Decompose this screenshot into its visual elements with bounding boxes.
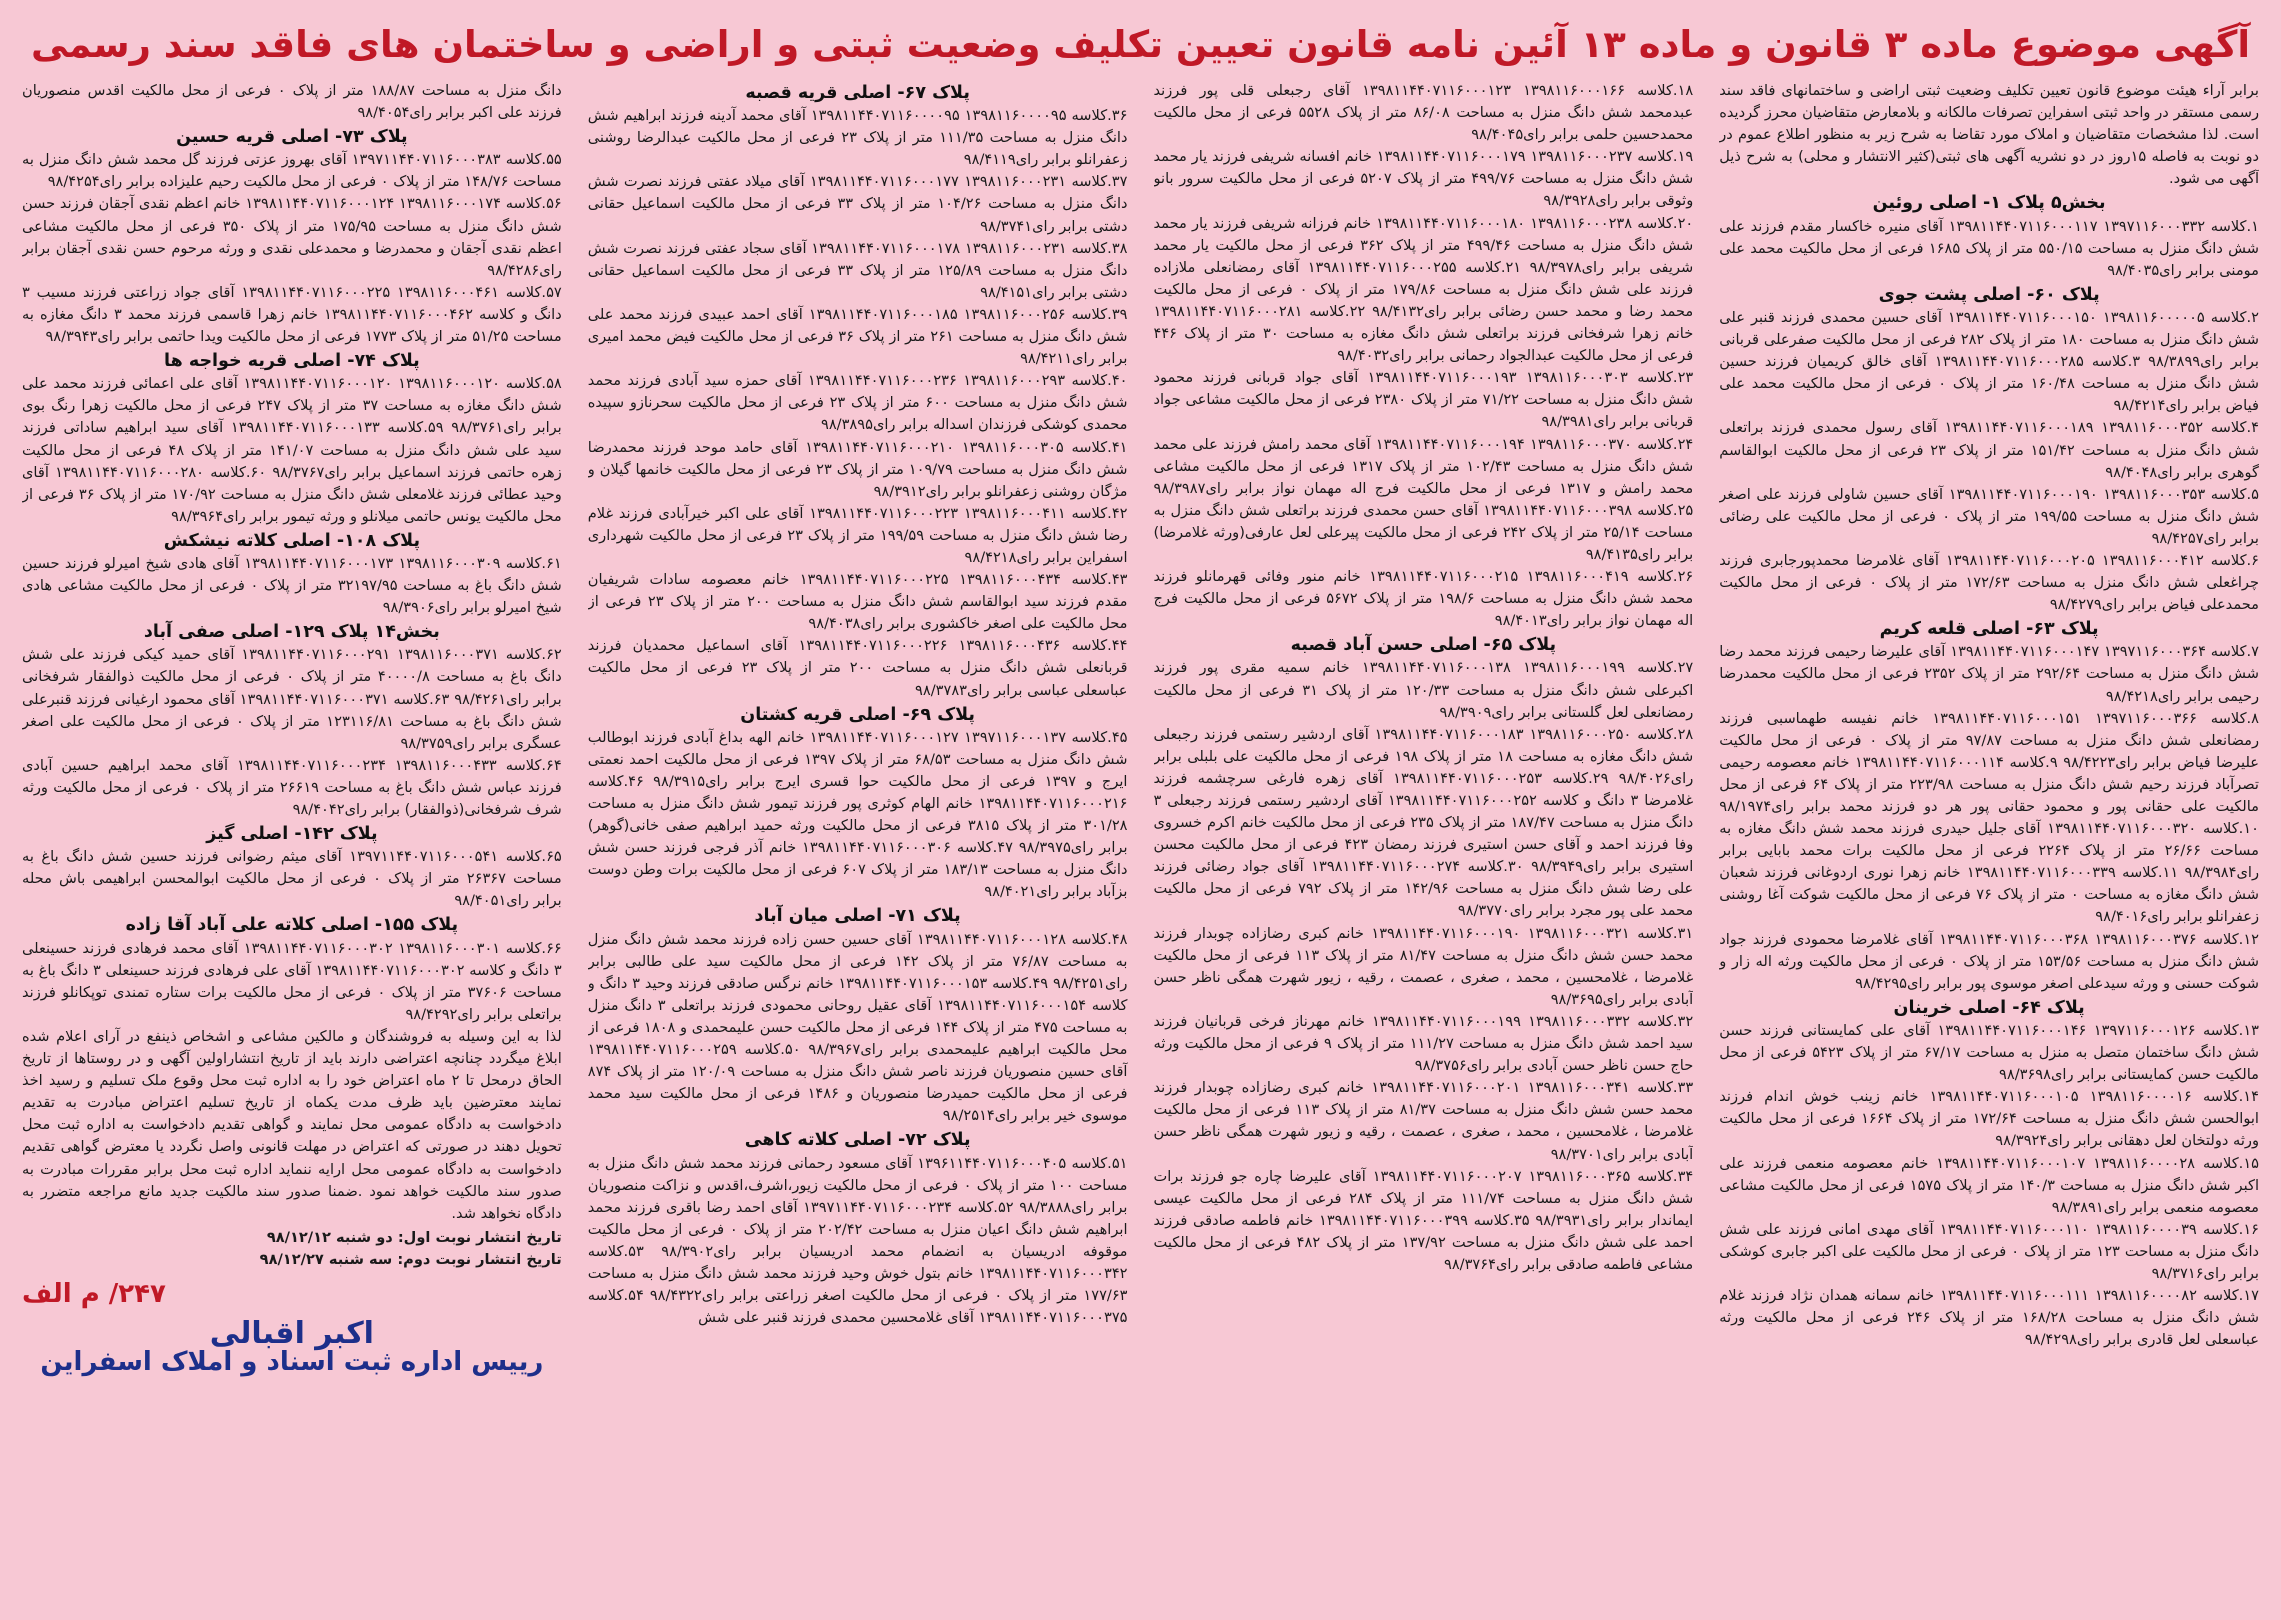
plot-section-heading: پلاک ۶۵- اصلی حسن آباد قصبه <box>1290 635 1557 656</box>
notice-entry: ۳۳.کلاسه ۱۳۹۸۱۱۶۰۰۰۳۴۱ ۱۳۹۸۱۱۴۴۰۷۱۱۶۰۰۰۲۰۱ خانم کبری رضازاده چوبدار فرزند محمد حسن شش دانگ منزل به مساحت ۸۱/۳۷ متر از پلاک ۱۱۳ فرعی از محل مالکیت غلامرضا ، غلامحسین ، محمد ، صغری ، عصمت ، رقیه و زیور شهرت همگی ناظر حسن آبادی برابر رای۹۸/۳۷۰۱ <box>1153 1079 1694 1163</box>
notice-entry: ۵.کلاسه ۱۳۹۸۱۱۶۰۰۰۳۵۳ ۱۳۹۸۱۱۴۴۰۷۱۱۶۰۰۰۱۹۰ آقای حسین شاولی فرزند علی اصغر شش دانگ منزل به مساحت ۱۹۹/۵۵ متر از پلاک ۰ فرعی از محل مالکیت علی رضائی برابر رای۹۸/۴۲۵۷ <box>1719 485 2259 547</box>
notice-entry: ۴۵.کلاسه ۱۳۹۷۱۱۶۰۰۰۱۳۷ ۱۳۹۸۱۱۴۴۰۷۱۱۶۰۰۰۱۲۷ خانم الهه بداغ آبادی فرزند ابوطالب شش دانگ منزل به مساحت ۶۸/۵۳ متر از پلاک ۱۳۹۷ فرعی از محل مالکیت احمد نعمتی ایرج و ۱۳۹۷ فرعی از محل مالکیت حوا قسری ایرج برابر رای۹۸/۳۹۱۵ ۴۶.کلاسه ۱۳۹۸۱۱۴۴۰۷۱۱۶۰۰۰۲۱۶ خانم الهام کوثری پور فرزند تیمور شش دانگ منزل به مساحت ۳۰۱/۲۸ متر از پلاک ۳۸۱۵ فرعی از محل مالکیت ورثه حمید ابراهیم صفی خانی(گوهر) برابر رای۹۸/۳۹۷۵ ۴۷.کلاسه ۱۳۹۸۱۱۴۴۰۷۱۱۶۰۰۰۳۰۶ خانم آذر فرجی فرزند حسن شش دانگ منزل به مساحت ۱۸۳/۱۳ متر از پلاک ۶۰۷ فرعی از محل مالکیت برات وطن دوست بزآباد برابر رای۹۸/۴۰۲۱ <box>587 728 1128 901</box>
notice-entry: ۱۶.کلاسه ۱۳۹۸۱۱۶۰۰۰۰۳۹ ۱۳۹۸۱۱۴۴۰۷۱۱۶۰۰۰۱۱۰ آقای مهدی امانی فرزند علی شش دانگ منزل به مساحت ۱۲۳ متر از پلاک ۰ فرعی از محل مالکیت علی اکبر جابری کوشکی برابر رای۹۸/۳۷۱۶ <box>1719 1220 2259 1282</box>
notice-entry: دانگ منزل به مساحت ۱۸۸/۸۷ متر از پلاک ۰ فرعی از محل مالکیت اقدس منصوریان فرزند علی اکبر برابر رای۹۸/۴۰۵۴ <box>22 82 562 122</box>
plot-section-heading: پلاک ۶۴- اصلی خرینان <box>1893 997 2085 1018</box>
notice-entry: ۴۲.کلاسه ۱۳۹۸۱۱۶۰۰۰۴۱۱ ۱۳۹۸۱۱۴۴۰۷۱۱۶۰۰۰۲۲۳ آقای علی اکبر خیرآبادی فرزند غلام رضا شش دانگ منزل به مساحت ۱۹۹/۵۹ متر از پلاک ۲۳ فرعی از محل مالکیت شهرداری اسفراین برابر رای۹۸/۴۲۱۸ <box>587 504 1128 566</box>
plot-section-heading: پلاک ۶۰- اصلی پشت جوی <box>1878 284 2100 305</box>
notice-entry: ۶۱.کلاسه ۱۳۹۸۱۱۶۰۰۰۳۰۹ ۱۳۹۸۱۱۴۴۰۷۱۱۶۰۰۰۱۷۳ آقای هادی شیخ امیرلو فرزند حسین شش دانگ باغ به مساحت ۳۲۱۹۷/۹۵ متر از پلاک ۰ فرعی از محل مالکیت مشاعی هادی شیخ امیرلو برابر رای۹۸/۳۹۰۶ <box>22 554 562 617</box>
plot-section-heading: پلاک ۱۵۵- اصلی کلاته علی آباد آقا زاده <box>125 915 459 936</box>
notice-entry: ۵۱.کلاسه ۱۳۹۶۱۱۴۴۰۷۱۱۶۰۰۰۴۰۵ آقای مسعود رحمانی فرزند محمد شش دانگ منزل به مساحت ۱۰۰ متر از پلاک ۰ فرعی از محل مالکیت زیور،اشرف،اقدس و نزاکت منصوریان برابر رای۹۸/۳۸۸۸ ۵۲.کلاسه ۱۳۹۷۱۱۴۴۰۷۱۱۶۰۰۰۲۳۴ آقای احمد رضا باقری فرزند محمد ابراهیم شش دانگ اعیان منزل به مساحت ۲۰۲/۴۲ متر از پلاک ۰ فرعی از محل مالکیت موقوفه ادریسیان به انضمام محمد ادریسیان برابر رای۹۸/۳۹۰۲ ۵۳.کلاسه ۱۳۹۸۱۱۴۴۰۷۱۱۶۰۰۰۳۴۲ خانم بتول خوش وحید فرزند محمد شش دانگ منزل به مساحت ۱۷۷/۶۳ متر از پلاک ۰ فرعی از محل مالکیت اصغر زراعتی برابر رای۹۸/۴۳۲۲ ۵۴.کلاسه ۱۳۹۸۱۱۴۴۰۷۱۱۶۰۰۰۳۷۵ آقای غلامحسین محمدی فرزند قنبر علی شش <box>587 1154 1128 1327</box>
plot-section-heading: پلاک ۶۷- اصلی قریه قصبه <box>745 83 970 103</box>
notice-entry: ۳۱.کلاسه ۱۳۹۸۱۱۶۰۰۰۳۲۱ ۱۳۹۸۱۱۴۴۰۷۱۱۶۰۰۰۱۹۰ خانم کبری رضازاده چوبدار فرزند محمد حسن شش دانگ منزل به مساحت ۸۱/۴۷ متر از پلاک ۱۱۳ فرعی از محل مالکیت غلامرضا ، غلامحسین ، محمد ، صغری ، عصمت ، رقیه ، زیور شهرت همگی ناظر حسن آبادی برابر رای۹۸/۳۶۹۵ <box>1153 924 1694 1008</box>
notice-entry: ۶۴.کلاسه ۱۳۹۸۱۱۶۰۰۰۴۳۳ ۱۳۹۸۱۱۴۴۰۷۱۱۶۰۰۰۲۳۴ آقای محمد ابراهیم حسین آبادی فرزند عباس شش دانگ باغ به مساحت ۲۶۶۱۹ متر از پلاک ۰ فرعی از محل مالکیت ورثه شرف شرفخانی(ذوالفقار) برابر رای۹۸/۴۰۴۲ <box>22 756 562 818</box>
plot-section-heading: پلاک ۱۰۸- اصلی کلاته نیشکش <box>163 530 421 551</box>
publication-dates <box>22 1227 562 1271</box>
notice-column-1 <box>1719 80 2259 1610</box>
notice-headline: آگهی موضوع ماده ۳ قانون و ماده ۱۳ آئین نامه قانون تعیین تکلیف وضعیت ثبتی و اراضی و ساختمان های فاقد سند رسمی <box>30 23 2251 66</box>
notice-entry: ۵۵.کلاسه ۱۳۹۷۱۱۴۴۰۷۱۱۶۰۰۰۳۸۳ آقای بهروز عزتی فرزند گل محمد شش دانگ منزل به مساحت ۱۴۸/۷۶ متر از پلاک ۰ فرعی از محل مالکیت رحیم علیزاده برابر رای۹۸/۴۲۵۴ <box>22 151 562 191</box>
notice-entry: ۳۲.کلاسه ۱۳۹۸۱۱۶۰۰۰۳۳۲ ۱۳۹۸۱۱۴۴۰۷۱۱۶۰۰۰۱۹۹ خانم مهرناز فرخی قربانیان فرزند سید احمد شش دانگ منزل به مساحت ۱۱۱/۲۷ متر از پلاک ۹ فرعی از محل مالکیت ورثه حاج حسن ناظر حسن آبادی برابر رای۹۸/۳۷۵۶ <box>1153 1012 1694 1075</box>
notice-entry: ۴۸.کلاسه ۱۳۹۸۱۱۴۴۰۷۱۱۶۰۰۰۱۲۸ آقای حسین حسن زاده فرزند محمد شش دانگ منزل به مساحت ۷۶/۸۷ متر از پلاک ۱۴۲ فرعی از محل مالکیت سید علی طالبی برابر رای۹۸/۴۲۵۱ ۴۹.کلاسه ۱۳۹۸۱۱۴۴۰۷۱۱۶۰۰۰۱۵۳ خانم نرگس صادقی فرزند وحید ۳ دانگ و کلاسه ۱۳۹۸۱۱۴۴۰۷۱۱۶۰۰۰۱۵۴ آقای عقیل روحانی محمودی فرزند براتعلی ۳ دانگ منزل به مساحت ۴۷۵ متر از پلاک ۱۴۴ فرعی از محل مالکیت حسن علیمحمدی و ۱۸۰۸ فرعی از محل مالکیت ابراهیم علیمحمدی برابر رای۹۸/۳۹۶۷ ۵۰.کلاسه ۱۳۹۸۱۱۴۴۰۷۱۱۶۰۰۰۲۵۹ آقای حسین منصوریان فرزند ناصر شش دانگ منزل به مساحت ۱۲۰/۰۹ متر از پلاک ۸۷۴ فرعی از محل مالکیت حمیدرضا منصوریان و ۱۴۸۶ فرعی از محل مالکیت سید محمد موسوی خیر برابر رای۹۸/۲۵۱۴ <box>587 930 1128 1125</box>
notice-entry: ۵۷.کلاسه ۱۳۹۸۱۱۶۰۰۰۴۶۱ ۱۳۹۸۱۱۴۴۰۷۱۱۶۰۰۰۲۲۵ آقای جواد زراعتی فرزند مسیب ۳ دانگ و کلاسه ۱۳۹۸۱۱۴۴۰۷۱۱۶۰۰۰۴۶۲ خانم زهرا قاسمی فرزند محمد ۳ دانگ مغازه به مساحت ۵۱/۲۵ متر از پلاک ۱۷۷۳ فرعی از محل مالکیت ویدا حاتمی برابر رای۹۸/۳۹۴۳ <box>22 283 562 346</box>
plot-section-heading: پلاک ۷۱- اصلی میان آباد <box>754 906 961 927</box>
notice-entry: ۱.کلاسه ۱۳۹۷۱۱۶۰۰۰۳۳۲ ۱۳۹۸۱۱۴۴۰۷۱۱۶۰۰۰۱۱۷ آقای منیره خاکسار مقدم فرزند علی شش دانگ منزل به مساحت ۵۵۰/۱۵ متر از پلاک ۱۶۸۵ فرعی از محل مالکیت محمد علی مومنی برابر رای۹۸/۴۰۳۵ <box>1719 217 2259 279</box>
plot-section-heading: پلاک ۶۳- اصلی قلعه کریم <box>1879 619 2099 640</box>
notice-entry: ۳۷.کلاسه ۱۳۹۸۱۱۶۰۰۰۲۳۱ ۱۳۹۸۱۱۴۴۰۷۱۱۶۰۰۰۱۷۷ آقای میلاد عفتی فرزند نصرت شش دانگ منزل به مساحت ۱۰۴/۲۶ متر از پلاک ۳۳ فرعی از محل مالکیت اسماعیل حقانی دشتی برابر رای۹۸/۳۷۴۱ <box>587 173 1128 235</box>
notice-entry: برابر آراء هیئت موضوع قانون تعیین تکلیف وضعیت ثبتی اراضی و ساختمانهای فاقد سند رسمی مستقر در واحد ثبتی اسفراین تصرفات مالکانه و بلامعارض متقاضیان محرز گردیده است. لذا مشخصات متقاضیان و املاک مورد تقاضا به شرح زیر به منظور اطلاع عموم در دو نوبت به فاصله ۱۵روز در دو نشریه آگهی های ثبتی(کثیر الانتشار و محلی) به شرح ذیل آگهی می شود. <box>1719 82 2259 188</box>
notice-entry: ۱۳.کلاسه ۱۳۹۷۱۱۶۰۰۰۱۲۶ ۱۳۹۸۱۱۴۴۰۷۱۱۶۰۰۰۱۴۶ آقای علی کمایستانی فرزند حسن شش دانگ ساختمان متصل به منزل به مساحت ۶۷/۱۷ متر از پلاک ۵۴۲۳ فرعی از محل مالکیت حسن کمایستانی برابر رای۹۸/۳۶۹۸ <box>1719 1021 2259 1084</box>
notice-entry: ۶۲.کلاسه ۱۳۹۸۱۱۶۰۰۰۳۷۱ ۱۳۹۸۱۱۴۴۰۷۱۱۶۰۰۰۲۹۱ آقای حمید کیکی فرزند علی شش دانگ باغ به مساحت ۴۰۰۰۰/۸ متر از پلاک ۰ فرعی از محل مالکیت ذوالفقار شرفخانی برابر رای۹۸/۴۲۶۱ ۶۳.کلاسه ۱۳۹۸۱۱۴۴۰۷۱۱۶۰۰۰۳۷۱ آقای محمود ارغیانی فرزند قنبرعلی شش دانگ باغ به مساحت ۱۲۳۱۱۶/۸۱ متر از پلاک ۰ فرعی از محل مالکیت علی اصغر عسگری برابر رای۹۸/۳۷۵۹ <box>22 646 562 752</box>
notice-column-3 <box>588 80 1128 1610</box>
notice-columns <box>22 80 2259 1610</box>
notice-entry: ۳۹.کلاسه ۱۳۹۸۱۱۶۰۰۰۲۵۶ ۱۳۹۸۱۱۴۴۰۷۱۱۶۰۰۰۱۸۵ آقای احمد عبیدی فرزند محمد علی شش دانگ منزل به مساحت ۲۶۱ متر از پلاک ۳۶ فرعی از محل مالکیت فیض محمد امیری برابر رای۹۸/۴۲۱۱ <box>587 305 1128 368</box>
notice-entry: ۱۸.کلاسه ۱۳۹۸۱۱۶۰۰۰۱۶۶ ۱۳۹۸۱۱۴۴۰۷۱۱۶۰۰۰۱۲۳ آقای رجبعلی قلی پور فرزند عبدمحمد شش دانگ منزل به مساحت ۸۶/۰۸ متر از پلاک ۵۵۲۸ فرعی از محل مالکیت محمدحسین حلمی برابر رای۹۸/۴۰۴۵ <box>1153 82 1694 144</box>
notice-entry: ۳۸.کلاسه ۱۳۹۸۱۱۶۰۰۰۲۳۱ ۱۳۹۸۱۱۴۴۰۷۱۱۶۰۰۰۱۷۸ آقای سجاد عفتی فرزند نصرت شش دانگ منزل به مساحت ۱۲۵/۸۹ متر از پلاک ۳۳ فرعی از محل مالکیت اسماعیل حقانی دشتی برابر رای۹۸/۴۱۵۱ <box>587 239 1128 301</box>
notice-entry: ۳۶.کلاسه ۱۳۹۸۱۱۶۰۰۰۰۹۵ ۱۳۹۸۱۱۴۴۰۷۱۱۶۰۰۰۰۹۵ آقای محمد آدینه فرزند ابراهیم شش دانگ منزل به مساحت ۱۱۱/۳۵ متر از پلاک ۲۳ فرعی از محل مالکیت عبدالرضا روشنی زعفرانلو برابر رای۹۸/۴۱۱۹ <box>587 107 1128 169</box>
notice-entry: ۳۴.کلاسه ۱۳۹۸۱۱۶۰۰۰۳۶۵ ۱۳۹۸۱۱۴۴۰۷۱۱۶۰۰۰۲۰۷ آقای علیرضا چاره جو فرزند برات شش دانگ منزل به مساحت ۱۱۱/۷۴ متر از پلاک ۲۸۴ فرعی از محل مالکیت عیسی ایماندار برابر رای۹۸/۳۹۳۱ ۳۵.کلاسه ۱۳۹۸۱۱۴۴۰۷۱۱۶۰۰۰۳۹۹ خانم فاطمه صادقی فرزند احمد علی شش دانگ منزل به مساحت ۱۳۷/۹۲ متر از پلاک ۴۸۲ فرعی از محل مالکیت مشاعی فاطمه صادقی برابر رای۹۸/۳۷۶۴ <box>1153 1167 1694 1273</box>
notice-entry: ۲.کلاسه ۱۳۹۸۱۱۶۰۰۰۰۰۵ ۱۳۹۸۱۱۴۴۰۷۱۱۶۰۰۰۱۵۰ آقای حسین محمدی فرزند قنبر علی شش دانگ منزل به مساحت ۱۸۰ متر از پلاک ۲۸۲ فرعی از محل مالکیت صفرعلی قربانی برابر رای۹۸/۳۸۹۹ ۳.کلاسه ۱۳۹۸۱۱۴۴۰۷۱۱۶۰۰۰۲۸۵ آقای خالق کریمیان فرزند حسین شش دانگ منزل به مساحت ۱۶۰/۴۸ متر از پلاک ۰ فرعی از محل مالکیت محمد علی فیاض برابر رای۹۸/۴۲۱۴ <box>1719 308 2259 415</box>
plot-section-heading: پلاک ۷۴- اصلی قریه خواجه ها <box>164 351 420 372</box>
plot-section-heading: بخش۱۴ پلاک ۱۲۹- اصلی صفی آباد <box>143 622 440 643</box>
notice-entry: ۱۵.کلاسه ۱۳۹۸۱۱۶۰۰۰۰۲۸ ۱۳۹۸۱۱۴۴۰۷۱۱۶۰۰۰۱۰۷ خانم معصومه منعمی فرزند علی اکبر شش دانگ منزل به مساحت ۱۴۰/۳ متر از پلاک ۱۵۷۵ فرعی از محل مالکیت مشاعی معصومه منعمی برابر رای۹۸/۳۸۹۱ <box>1719 1154 2259 1216</box>
notice-entry: ۴۴.کلاسه ۱۳۹۸۱۱۶۰۰۰۴۳۶ ۱۳۹۸۱۱۴۴۰۷۱۱۶۰۰۰۲۲۶ آقای اسماعیل محمدیان فرزند قربانعلی شش دانگ منزل به مساحت ۲۰۰ متر از پلاک ۲۳ فرعی از محل مالکیت عباسعلی عباسی برابر رای۹۸/۳۷۸۳ <box>587 637 1128 699</box>
notice-entry: ۱۷.کلاسه ۱۳۹۸۱۱۶۰۰۰۰۸۲ ۱۳۹۸۱۱۴۴۰۷۱۱۶۰۰۰۱۱۱ خانم سمانه همدان نژاد فرزند غلام شش دانگ منزل به مساحت ۱۶۸/۲۸ متر از پلاک ۲۴۶ فرعی از محل مالکیت ورثه عباسعلی لعل قادری برابر رای۹۸/۴۲۹۸ <box>1719 1287 2259 1349</box>
notice-entry: ۴۱.کلاسه ۱۳۹۸۱۱۶۰۰۰۳۰۵ ۱۳۹۸۱۱۴۴۰۷۱۱۶۰۰۰۲۱۰ آقای حامد موحد فرزند محمدرضا شش دانگ منزل به مساحت ۱۰۹/۷۹ متر از پلاک ۲۳ فرعی از محل مالکیت خانمها گیلان و مژگان روشنی زعفرانلو برابر رای۹۸/۳۹۱۲ <box>587 438 1128 500</box>
plot-section-heading: بخش۵ پلاک ۱- اصلی روئین <box>1872 193 2106 214</box>
plot-section-heading: پلاک ۶۹- اصلی قریه کشتان <box>740 704 975 725</box>
notice-entry: ۲۸.کلاسه ۱۳۹۸۱۱۶۰۰۰۲۵۰ ۱۳۹۸۱۱۴۴۰۷۱۱۶۰۰۰۱۸۳ آقای اردشیر رستمی فرزند رجبعلی شش دانگ مغازه به مساحت ۱۸ متر از پلاک ۱۹۸ فرعی از محل مالکیت علی بلبلی برابر رای۹۸/۴۰۲۶ ۲۹.کلاسه ۱۳۹۸۱۱۴۴۰۷۱۱۶۰۰۰۲۵۳ آقای زهره فارغی سرچشمه فرزند غلامرضا ۳ دانگ و کلاسه ۱۳۹۸۱۱۴۴۰۷۱۱۶۰۰۰۲۵۲ آقای اردشیر رستمی فرزند رجبعلی ۳ دانگ منزل به مساحت ۱۸۷/۴۷ متر از پلاک ۲۳۵ فرعی از محل مالکیت خانم اکرم خسروی وفا فرزند احمد و آقای حسن استیری فرزند رمضان ۴۲۳ فرعی از محل مالکیت محسن استیری برابر رای۹۸/۳۹۴۹ ۳۰.کلاسه ۱۳۹۸۱۱۴۴۰۷۱۱۶۰۰۰۲۷۴ آقای جواد رضائی فرزند علی رضا شش دانگ منزل به مساحت ۱۴۲/۹۶ متر از پلاک ۷۹۲ فرعی از محل مالکیت محمد علی پور مجرد برابر رای۹۸/۳۷۷۰ <box>1153 725 1694 920</box>
signatory-title: رییس اداره ثبت اسناد و املاک اسفراین <box>40 1347 544 1378</box>
notice-entry: ۱۲.کلاسه ۱۳۹۸۱۱۶۰۰۰۳۷۶ ۱۳۹۸۱۱۴۴۰۷۱۱۶۰۰۰۳۶۸ آقای غلامرضا محمودی فرزند جواد شش دانگ منزل به مساحت ۱۵۳/۵۶ متر از پلاک ۰ فرعی از محل مالکیت ورثه اله زار و شوکت حسنی و ورثه سیدعلی اصغر موسوی پور برابر رای۹۸/۴۲۹۵ <box>1719 930 2259 992</box>
notice-column-2 <box>1154 80 1694 1610</box>
notice-entry: ۴۳.کلاسه ۱۳۹۸۱۱۶۰۰۰۴۳۴ ۱۳۹۸۱۱۴۴۰۷۱۱۶۰۰۰۲۲۵ خانم معصومه سادات شریفیان مقدم فرزند سید ابوالقاسم شش دانگ منزل به مساحت ۲۰۰ متر از پلاک ۲۳ فرعی از محل مالکیت علی اصغر خاکشوری برابر رای۹۸/۴۰۳۸ <box>587 571 1128 633</box>
signatory-name: اکبر اقبالی <box>209 1316 374 1352</box>
plot-section-heading: پلاک ۱۴۲- اصلی گیز <box>206 824 378 845</box>
notice-entry: لذا به این وسیله به فروشندگان و مالکین مشاعی و اشخاص ذینفع در آرای اعلام شده ابلاغ میگردد چنانچه اعتراضی دارند باید از تاریخ انتشاراولین آگهی و در روستاها از تاریخ الحاق درمحل تا ۲ ماه اعتراض خود را به اداره ثبت محل وقوع ملک تسلیم و رسید اخذ نمایند معترضین باید ظرف مدت یکماه از تاریخ تسلیم اعتراض مبادرت به تقدیم دادخواست به دادگاه عمومی محل نمایند و گواهی تقدیم دادخواست به اداره ثبت محل تحویل دهند در صورتی که اعتراض در مهلت قانونی واصل نگردد یا معترض گواهی تقدیم دادخواست به دادگاه عمومی محل ارایه ننماید اداره ثبت محل برابر مقررات مبادرت به صدور سند مالکیت خواهد نمود .ضمنا صدور سند مالکیت جدید مانع مراجعه متضرر به دادگاه نخواهد شد. <box>22 1027 562 1222</box>
notice-column-4 <box>22 80 562 1610</box>
notice-entry: ۲۷.کلاسه ۱۳۹۸۱۱۶۰۰۰۱۹۹ ۱۳۹۸۱۱۴۴۰۷۱۱۶۰۰۰۱۳۸ خانم سمیه مقری پور فرزند اکبرعلی شش دانگ منزل به مساحت ۱۲۰/۳۳ متر از پلاک ۳۱ فرعی از محل مالکیت رمضانعلی لعل گلستانی برابر رای۹۸/۳۹۰۹ <box>1153 659 1694 721</box>
notice-entry: ۸.کلاسه ۱۳۹۷۱۱۶۰۰۰۳۶۶ ۱۳۹۸۱۱۴۴۰۷۱۱۶۰۰۰۱۵۱ خانم نفیسه طهماسبی فرزند رمضانعلی شش دانگ منزل به مساحت ۹۷/۸۷ متر از پلاک ۰ فرعی از محل مالکیت علیرضا فیاض برابر رای۹۸/۴۲۲۳ ۹.کلاسه ۱۳۹۸۱۱۴۴۰۷۱۱۶۰۰۰۱۱۴ خانم معصومه رحیمی تصرآباد فرزند رحیم شش دانگ منزل به مساحت ۲۲۳/۹۸ متر از پلاک ۶۴ فرعی از محل مالکیت علی حقانی پور و محمود حقانی پور هر دو فرزند محمد برابر رای۹۸/۱۹۷۴ ۱۰.کلاسه ۱۳۹۸۱۱۴۴۰۷۱۱۶۰۰۰۳۲۰ آقای جلیل حیدری فرزند محمد شش دانگ مغازه به مساحت ۲۶/۶۶ متر از پلاک ۲۲۶۴ فرعی از محل مالکیت برات محمد بابایی برابر رای۹۸/۳۹۸۴ ۱۱.کلاسه ۱۳۹۸۱۱۴۴۰۷۱۱۶۰۰۰۳۳۹ خانم زهرا نوری اردوغانی فرزند شعبان شش دانگ مغازه به مساحت ۰ متر از پلاک ۷۶ فرعی از محل مالکیت شوکت آغا روشنی زعفرانلو برابر رای۹۸/۴۰۱۶ <box>1719 709 2259 926</box>
notice-entry: ۱۹.کلاسه ۱۳۹۸۱۱۶۰۰۰۲۳۷ ۱۳۹۸۱۱۴۴۰۷۱۱۶۰۰۰۱۷۹ خانم افسانه شریفی فرزند یار محمد شش دانگ منزل به مساحت ۴۹۹/۷۶ متر از پلاک ۵۲۰۷ فرعی از محل مالکیت سرور بانو وثوقی برابر رای۹۸/۳۹۲۸ <box>1153 148 1694 210</box>
notice-entry: ۴.کلاسه ۱۳۹۸۱۱۶۰۰۰۳۵۲ ۱۳۹۸۱۱۴۴۰۷۱۱۶۰۰۰۱۸۹ آقای رسول محمدی فرزند براتعلی شش دانگ منزل به مساحت ۱۵۱/۴۲ متر از پلاک ۲۳ فرعی از محل مالکیت ابوالقاسم گوهری برابر رای۹۸/۴۰۴۸ <box>1719 419 2259 481</box>
notice-entry: ۷.کلاسه ۱۳۹۷۱۱۶۰۰۰۳۶۴ ۱۳۹۸۱۱۴۴۰۷۱۱۶۰۰۰۱۴۷ آقای علیرضا رحیمی فرزند محمد رضا شش دانگ منزل به مساحت ۲۹۲/۶۴ متر از پلاک ۲۳۵۲ فرعی از محل مالکیت محمدرضا رحیمی برابر رای۹۸/۴۲۱۸ <box>1719 643 2259 705</box>
notice-entry: ۶۵.کلاسه ۱۳۹۷۱۱۴۴۰۷۱۱۶۰۰۰۵۴۱ آقای میثم رضوانی فرزند حسین شش دانگ باغ به مساحت ۲۶۳۶۷ متر از پلاک ۰ فرعی از محل مالکیت ابوالمحسن ابراهیمی باش محله برابر رای۹۸/۴۰۵۱ <box>22 848 562 910</box>
notice-entry: ۵۶.کلاسه ۱۳۹۸۱۱۶۰۰۰۱۷۴ ۱۳۹۸۱۱۴۴۰۷۱۱۶۰۰۰۱۲۴ خانم اعظم نقدی آجقان فرزند حسن شش دانگ منزل به مساحت ۱۷۵/۹۵ متر از پلاک ۳۵۰ فرعی از محل مالکیت مشاعی اعظم نقدی آجقان و محمدرضا و محمدعلی نقدی و ورثه مرحوم حسن نقدی آجقان برابر رای۹۸/۴۲۸۶ <box>22 195 562 279</box>
notice-entry: ۵۸.کلاسه ۱۳۹۸۱۱۶۰۰۰۱۲۰ ۱۳۹۸۱۱۴۴۰۷۱۱۶۰۰۰۱۲۰ آقای علی اعمائی فرزند محمد علی شش دانگ مغازه به مساحت ۳۷ متر از پلاک ۲۴۷ فرعی از محل مالکیت زهرا رنگ بوی برابر رای۹۸/۳۷۶۱ ۵۹.کلاسه ۱۳۹۸۱۱۴۴۰۷۱۱۶۰۰۰۱۳۳ آقای سید ابراهیم ساداتی فرزند سید علی شش دانگ منزل به مساحت ۱۴۱/۰۷ متر از پلاک ۴۸ فرعی از محل مالکیت زهره حاتمی فرزند اسماعیل برابر رای۹۸/۳۷۶۷ ۶۰.کلاسه ۱۳۹۸۱۱۴۴۰۷۱۱۶۰۰۰۲۸۰ آقای وحید عطائی فرزند غلامعلی شش دانگ منزل به مساحت ۱۷۰/۹۲ متر از پلاک ۳۶ فرعی از محل مالکیت یونس حاتمی میلانلو و ورثه تیمور برابر رای۹۸/۳۹۶۴ <box>22 375 562 525</box>
notice-entry: ۲۳.کلاسه ۱۳۹۸۱۱۶۰۰۰۳۰۳ ۱۳۹۸۱۱۴۴۰۷۱۱۶۰۰۰۱۹۳ آقای جواد قربانی فرزند محمود شش دانگ منزل به مساحت ۷۱/۲۲ متر از پلاک ۲۳۸۰ فرعی از محل مالکیت مشاعی جواد قربانی برابر رای۹۸/۳۹۸۱ <box>1153 369 1694 431</box>
plot-section-heading: پلاک ۷۳- اصلی قریه حسین <box>176 127 408 148</box>
notice-entry: ۲۶.کلاسه ۱۳۹۸۱۱۶۰۰۰۴۱۹ ۱۳۹۸۱۱۴۴۰۷۱۱۶۰۰۰۲۱۵ خانم منور وفائی قهرمانلو فرزند محمد شش دانگ منزل به مساحت ۱۹۸/۶ متر از پلاک ۵۶۷۲ فرعی از محل مالکیت فرج اله مهمان نواز برابر رای۹۸/۴۰۱۳ <box>1153 568 1694 630</box>
notice-entry: ۲۴.کلاسه ۱۳۹۸۱۱۶۰۰۰۳۷۰ ۱۳۹۸۱۱۴۴۰۷۱۱۶۰۰۰۱۹۴ آقای محمد رامش فرزند علی محمد شش دانگ منزل به مساحت ۱۰۲/۴۳ متر از پلاک ۱۳۱۷ فرعی از محل مالکیت مشاعی محمد رامش و ۱۳۱۷ فرعی از محل مالکیت فرج اله مهمان نواز برابر رای۹۸/۳۹۸۷ ۲۵.کلاسه ۱۳۹۸۱۱۴۴۰۷۱۱۶۰۰۰۳۹۸ آقای حسن محمدی فرزند براتعلی شش دانگ منزل به مساحت ۲۵/۱۴ متر از پلاک ۲۴۲ فرعی از محل مالکیت پیرعلی لعل عارفی(ورثه غلامرضا) برابر رای۹۸/۴۱۳۵ <box>1153 435 1694 563</box>
notice-entry: ۶۶.کلاسه ۱۳۹۸۱۱۶۰۰۰۳۰۱ ۱۳۹۸۱۱۴۴۰۷۱۱۶۰۰۰۳۰۲ آقای محمد فرهادی فرزند حسینعلی ۳ دانگ و کلاسه ۱۳۹۸۱۱۴۴۰۷۱۱۶۰۰۰۳۰۲ آقای علی فرهادی فرزند حسینعلی ۳ دانگ باغ به مساحت ۳۷۶۰۶ متر از پلاک ۰ فرعی از محل مالکیت برات ستاره تمندی توپکانلو فرزند براتعلی برابر رای۹۸/۴۲۹۲ <box>22 939 562 1023</box>
notice-entry: ۴۰.کلاسه ۱۳۹۸۱۱۶۰۰۰۲۹۳ ۱۳۹۸۱۱۴۴۰۷۱۱۶۰۰۰۲۳۶ آقای حمزه سید آبادی فرزند محمد شش دانگ منزل به مساحت ۶۰۰ متر از پلاک ۲۳ فرعی از محل مالکیت سحرنازو سپیده محمدی کوشکی فرزندان اسداله برابر رای۹۸/۳۸۹۵ <box>587 372 1128 434</box>
notice-entry: ۲۰.کلاسه ۱۳۹۸۱۱۶۰۰۰۲۳۸ ۱۳۹۸۱۱۴۴۰۷۱۱۶۰۰۰۱۸۰ خانم فرزانه شریفی فرزند یار محمد شش دانگ منزل به مساحت ۴۹۹/۴۶ متر از پلاک ۳۶۲ فرعی از محل مالکیت یار محمد شریفی برابر رای۹۸/۳۹۷۸ ۲۱.کلاسه ۱۳۹۸۱۱۴۴۰۷۱۱۶۰۰۰۲۵۵ آقای رمضانعلی ملازاده فرزند علی شش دانگ منزل به مساحت ۱۷۹/۸۶ متر از پلاک ۰ فرعی از محل مالکیت محمد رضا و محمد حسن رضائی برابر رای۹۸/۴۱۳۲ ۲۲.کلاسه ۱۳۹۸۱۱۴۴۰۷۱۱۶۰۰۰۲۸۱ خانم زهرا شرفخانی فرزند براتعلی شش دانگ مغازه به مساحت ۳۰ متر از پلاک ۴۴۶ فرعی از محل مالکیت عبدالجواد رحمانی برابر رای۹۸/۴۰۳۲ <box>1153 214 1694 365</box>
column-4-entries <box>22 80 562 1225</box>
notice-reference-number: ۲۴۷/ م الف <box>22 1278 166 1309</box>
notice-entry: ۶.کلاسه ۱۳۹۸۱۱۶۰۰۰۴۱۲ ۱۳۹۸۱۱۴۴۰۷۱۱۶۰۰۰۲۰۵ آقای غلامرضا محمدپورجابری فرزند چراغعلی شش دانگ منزل به مساحت ۱۷۲/۶۳ متر از پلاک ۰ فرعی از محل مالکیت محمدعلی فیاض برابر رای۹۸/۴۲۷۹ <box>1719 551 2259 614</box>
second-publication-date: تاریخ انتشار نوبت دوم: سه شنبه ۹۸/۱۲/۲۷ <box>259 1250 562 1268</box>
notice-entry: ۱۴.کلاسه ۱۳۹۸۱۱۶۰۰۰۰۱۶ ۱۳۹۸۱۱۴۴۰۷۱۱۶۰۰۰۱۰۵ خانم زینب خوش اندام فرزند ابوالحسن شش دانگ منزل به مساحت ۱۷۲/۶۴ متر از پلاک ۱۶۶۴ فرعی از محل مالکیت ورثه دولتخان لعل دهقانی برابر رای۹۸/۳۹۲۴ <box>1719 1088 2259 1150</box>
first-publication-date: تاریخ انتشار نوبت اول: دو شنبه ۹۸/۱۲/۱۲ <box>266 1228 562 1246</box>
plot-section-heading: پلاک ۷۲- اصلی کلاته کاهی <box>744 1130 971 1151</box>
